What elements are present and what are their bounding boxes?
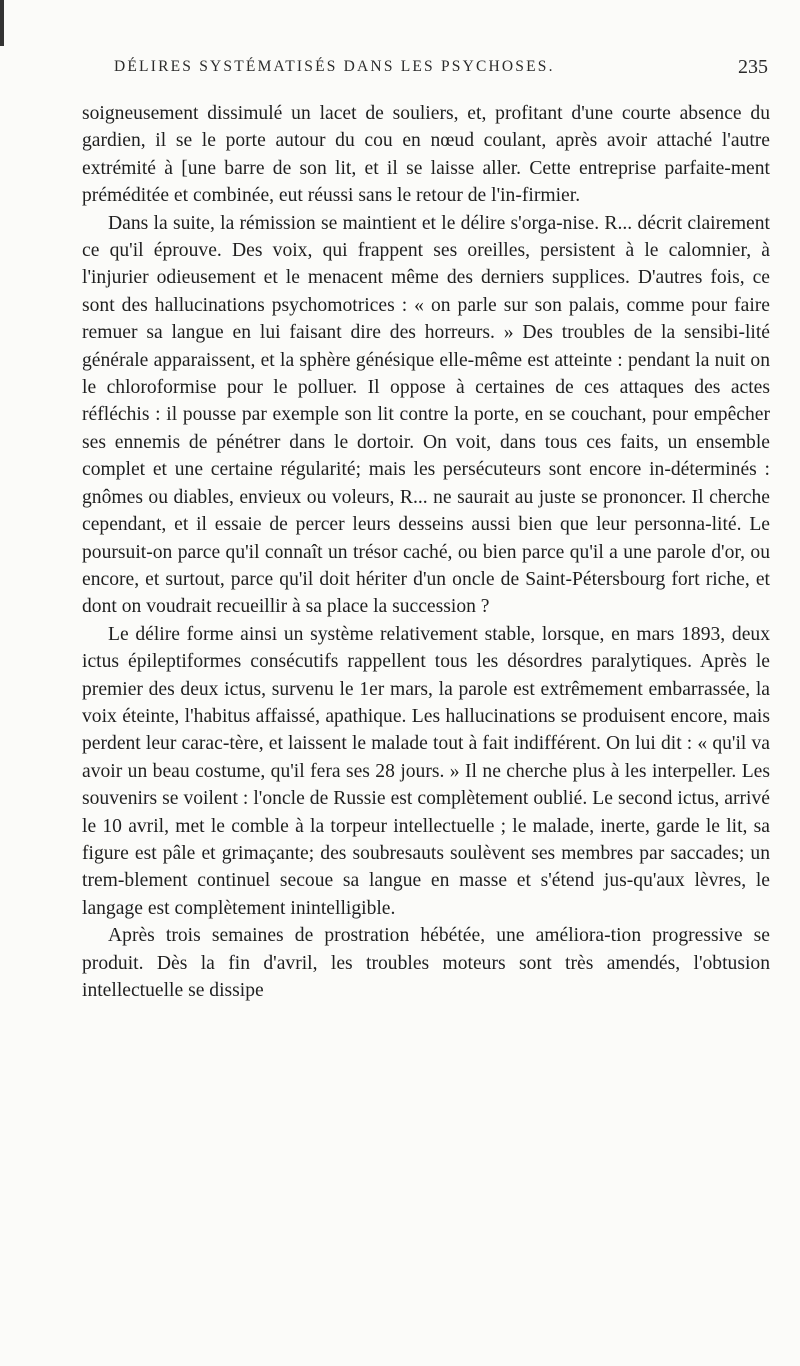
body-text bbox=[82, 100, 770, 1004]
page-header bbox=[82, 58, 770, 88]
paragraph: Dans la suite, la rémission se maintient et le délire s'orga-nise. R... décrit clairement ce qu'il éprouve. Des voix, qui frappent ses oreilles, persistent à le calomnier, à l'injurier odieusement et le menacent même des derniers supplices. D'autres fois, ce sont des hallucinations psychomotrices : « on parle sur son palais, comme pour faire remuer sa langue en lui faisant dire des horreurs. » Des troubles de la sensibi-lité générale apparaissent, et la sphère génésique elle-même est atteinte : pendant la nuit on le chloroformise pour le polluer. Il oppose à certaines de ces attaques des actes réfléchis : il pousse par exemple son lit contre la porte, en se couchant, pour empêcher ses ennemis de pénétrer dans le dortoir. On voit, dans tous ces faits, un ensemble complet et une certaine régularité; mais les persécuteurs sont encore in-déterminés : gnômes ou diables, envieux ou voleurs, R... ne saurait au juste se prononcer. Il cherche cependant, et il essaie de percer leurs desseins aussi bien que leur personna-lité. Le poursuit-on parce qu'il connaît un trésor caché, ou bien parce qu'il a une parole d'or, ou encore, et surtout, parce qu'il doit hériter d'un oncle de Saint-Pétersbourg fort riche, et dont on voudrait recueillir à sa place la succession ? bbox=[82, 212, 770, 618]
page-number: 235 bbox=[738, 56, 768, 78]
paragraph: Après trois semaines de prostration hébétée, une améliora-tion progressive se produit. Dès la fin d'avril, les troubles moteurs sont très amendés, l'obtusion intellectuelle se dissipe bbox=[82, 925, 770, 1001]
binding-edge bbox=[0, 0, 4, 46]
running-head: DÉLIRES SYSTÉMATISÉS DANS LES PSYCHOSES. bbox=[114, 58, 555, 75]
paragraph-continued: soigneusement dissimulé un lacet de souliers, et, profitant d'une courte absence du gardien, il se le porte autour du cou en nœud coulant, après avoir attaché l'autre extrémité à [une barre de son lit, et il se laisse aller. Cette entreprise parfaite-ment préméditée et combinée, eut réussi sans le retour de l'in-firmier. bbox=[82, 103, 770, 207]
paragraph: Le délire forme ainsi un système relativement stable, lorsque, en mars 1893, deux ictus épileptiformes consécutifs rappellent tous les désordres paralytiques. Après le premier des deux ictus, survenu le 1er mars, la parole est extrêmement embarrassée, la voix éteinte, l'habitus affaissé, apathique. Les hallucinations se produisent encore, mais perdent leur carac-tère, et laissent le malade tout à fait indifférent. On lui dit : « qu'il va avoir un beau costume, qu'il fera ses 28 jours. » Il ne cherche plus à les interpeller. Les souvenirs se voilent : l'oncle de Russie est complètement oublié. Le second ictus, arrivé le 10 avril, met le comble à la torpeur intellectuelle ; le malade, inerte, garde le lit, sa figure est pâle et grimaçante; des soubresauts soulèvent ses membres par saccades; un trem-blement continuel secoue sa langue en masse et s'étend jus-qu'aux lèvres, le langage est complètement inintelligible. bbox=[82, 623, 770, 919]
